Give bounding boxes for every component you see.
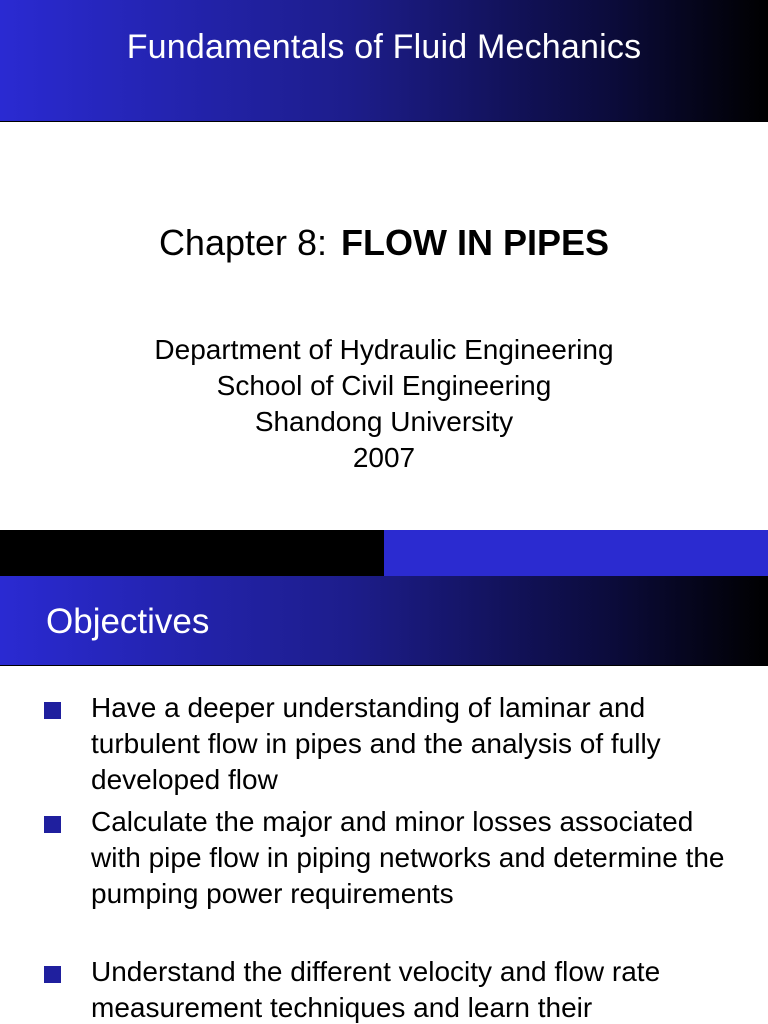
- affiliation-block: [0, 332, 768, 476]
- deck-title: Fundamentals of Fluid Mechanics: [126, 28, 642, 66]
- chapter-label: Chapter 8:: [158, 222, 328, 263]
- year-line: 2007: [352, 442, 416, 473]
- department-line: Department of Hydraulic Engineering: [154, 334, 614, 365]
- objectives-title: Objectives: [46, 602, 210, 641]
- chapter-title: FLOW IN PIPES: [341, 222, 610, 263]
- list-item-text: Have a deeper understanding of laminar and turbulent flow in pipes and the analysis of fully developed flow: [91, 692, 661, 795]
- list-item-text: Calculate the major and minor losses associated with pipe flow in piping networks and determine the pumping power requirements: [91, 806, 725, 909]
- objectives-banner: [0, 576, 768, 666]
- square-bullet-icon: [44, 966, 61, 983]
- divider-black-block: [0, 530, 384, 576]
- square-bullet-icon: [44, 702, 61, 719]
- university-line: Shandong University: [254, 406, 514, 437]
- school-line: School of Civil Engineering: [216, 370, 552, 401]
- list-item-text: Understand the different velocity and flow rate measurement techniques and learn their: [91, 956, 661, 1023]
- chapter-heading: [0, 222, 768, 264]
- square-bullet-icon: [44, 816, 61, 833]
- title-banner: [0, 0, 768, 122]
- slide-divider: [0, 530, 768, 576]
- divider-blue-block: [384, 530, 768, 576]
